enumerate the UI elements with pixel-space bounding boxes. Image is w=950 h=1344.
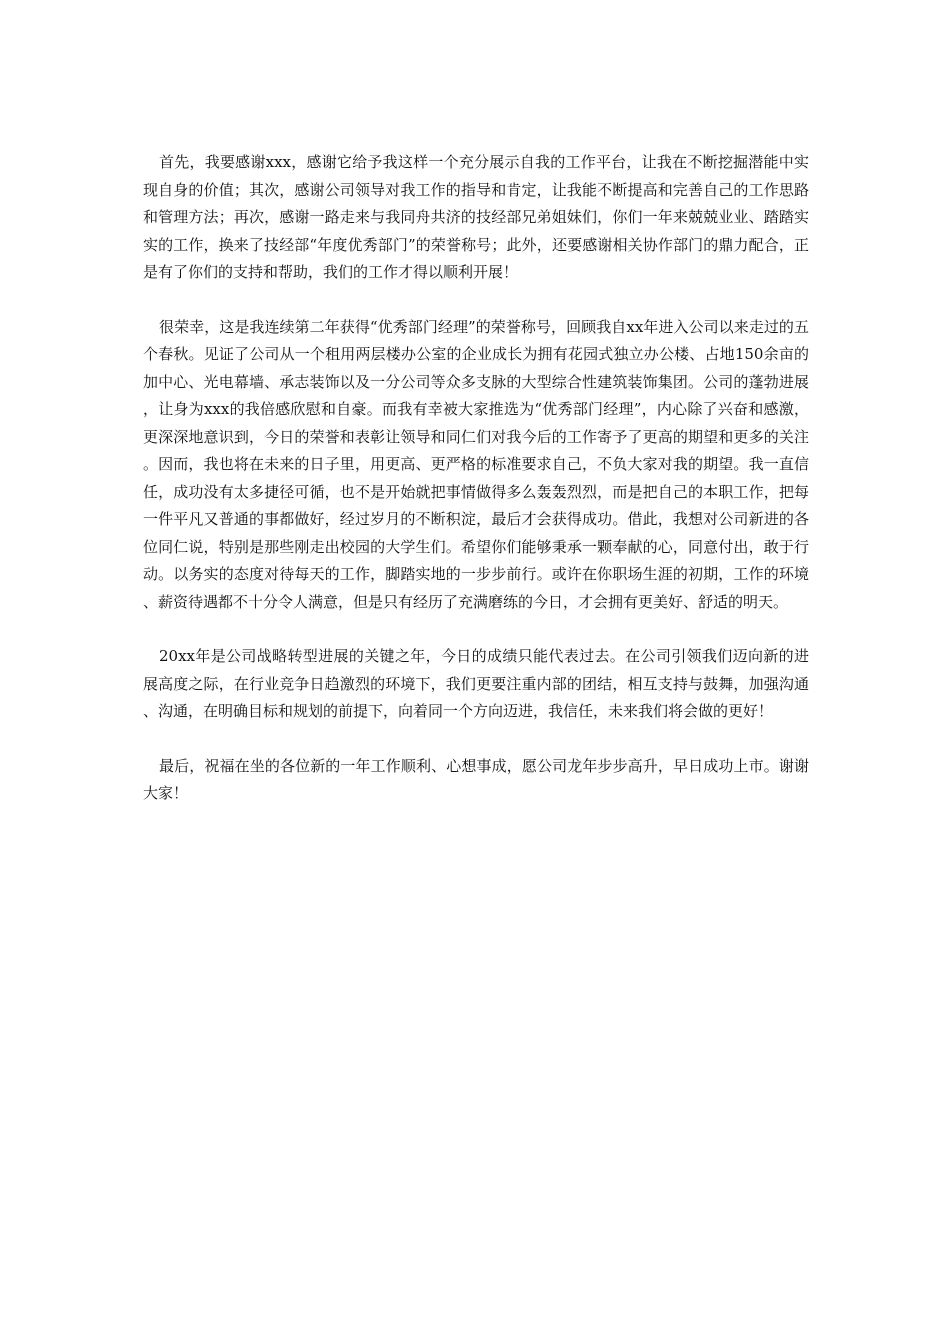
paragraph-thanks: 首先，我要感谢xxx，感谢它给予我这样一个充分展示自我的工作平台，让我在不断挖掘潜能中实现自身的价值；其次，感谢公司领导对我工作的指导和肯定，让我能不断提高和完善自己的工作思路和管理方法；再次，感谢一路走来与我同舟共济的技经部兄弟姐妹们，你们一年来兢兢业业、踏踏实实的工作，换来了技经部“年度优秀部门”的荣誉称号；此外，还要感谢相关协作部门的鼎力配合，正是有了你们的支持和帮助，我们的工作才得以顺利开展！ bbox=[143, 153, 809, 281]
paragraph-honor: 很荣幸，这是我连续第二年获得“优秀部门经理”的荣誉称号，回顾我自xx年进入公司以来走过的五个春秋。见证了公司从一个租用两层楼办公室的企业成长为拥有花园式独立办公楼、占地150余亩的加中心、光电幕墙、承志装饰以及一分公司等众多支脉的大型综合性建筑装饰集团。公司的蓬勃进展，让身为xxx的我倍感欣慰和自豪。而我有幸被大家推选为“优秀部门经理”，内心除了兴奋和感激，更深深地意识到，今日的荣誉和表彰让领导和同仁们对我今后的工作寄予了更高的期望和更多的关注。因而，我也将在未来的日子里，用更高、更严格的标准要求自己，不负大家对我的期望。我一直信任，成功没有太多捷径可循，也不是开始就把事情做得多么轰轰烈烈，而是把自己的本职工作，把每一件平凡又普通的事都做好，经过岁月的不断积淀，最后才会获得成功。借此，我想对公司新进的各位同仁说，特别是那些刚走出校园的大学生们。希望你们能够秉承一颗奉献的心，同意付出，敢于行动。以务实的态度对待每天的工作，脚踏实地的一步步前行。或许在你职场生涯的初期，工作的环境、薪资待遇都不十分令人满意，但是只有经历了充满磨练的今日，才会拥有更美好、舒适的明天。 bbox=[143, 317, 809, 611]
document-body bbox=[143, 149, 809, 835]
paragraph-closing: 最后，祝福在坐的各位新的一年工作顺利、心想事成，愿公司龙年步步高升，早日成功上市。谢谢大家！ bbox=[143, 756, 809, 802]
paragraph-future: 20xx年是公司战略转型进展的关键之年，今日的成绩只能代表过去。在公司引领我们迈向新的进展高度之际，在行业竞争日趋激烈的环境下，我们更要注重内部的团结，相互支持与鼓舞，加强沟通、沟通，在明确目标和规划的前提下，向着同一个方向迈进，我信任，未来我们将会做的更好！ bbox=[143, 647, 809, 720]
